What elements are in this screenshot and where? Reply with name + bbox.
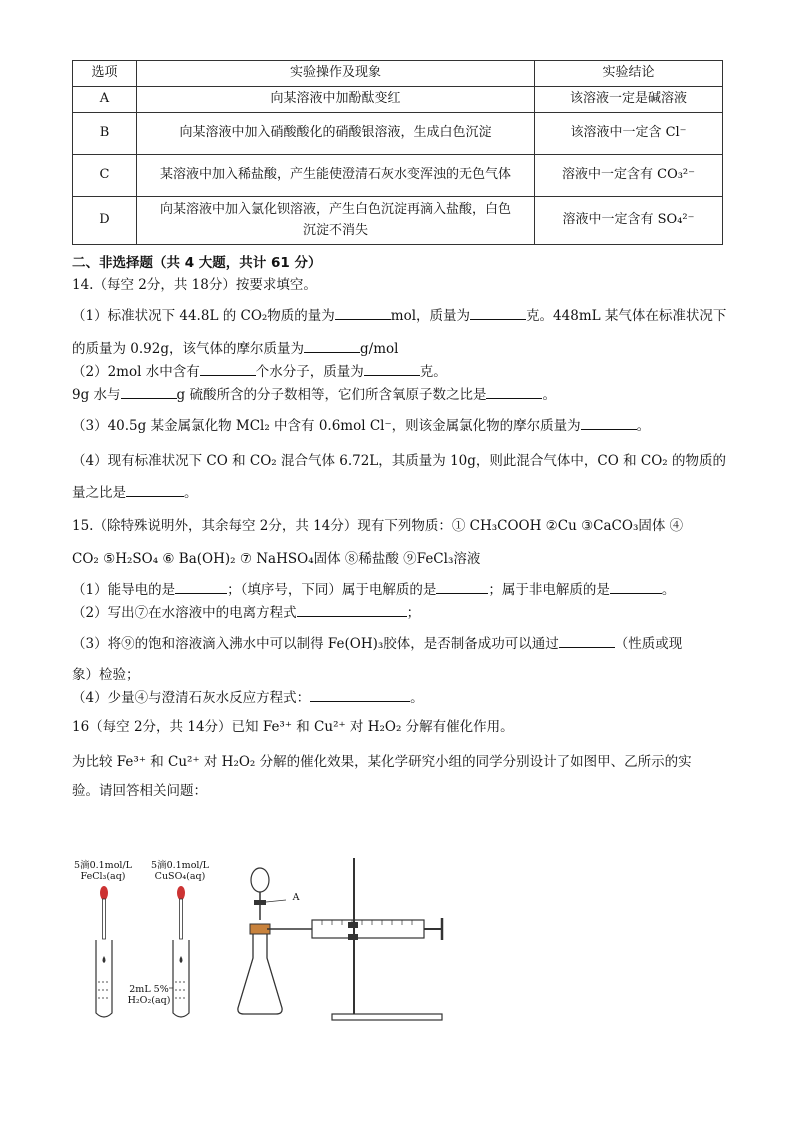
row-conclusion: 该溶液一定是碱溶液 — [535, 87, 723, 113]
q14-text: 。 — [184, 485, 198, 502]
q15-line-3 — [72, 580, 724, 601]
label-fecl3-conc: 5滴0.1mol/L — [74, 860, 132, 871]
q15-text: ；（填序号，下同）属于电解质的是 — [227, 582, 437, 599]
question-13-table — [72, 60, 723, 245]
row-conclusion: 该溶液中一定含 Cl⁻ — [535, 113, 723, 155]
q14-text: g/mol — [360, 340, 399, 357]
q15-text: （3）将⑨的饱和溶液滴入沸水中可以制得 Fe(OH)₃胶体，是否制备成功可以通过 — [72, 636, 559, 653]
q14-text: （1）标准状况下 44.8L 的 CO₂物质的量为 — [72, 307, 335, 324]
answer-blank[interactable] — [610, 581, 662, 594]
separatory-funnel-icon — [251, 868, 286, 920]
q14-head: 14.（每空 2分，共 18分）按要求填空。 — [72, 277, 317, 293]
q15-line-7 — [72, 688, 724, 709]
q14-text: 。 — [636, 417, 651, 434]
row-conclusion: 溶液中一定含有 CO₃²⁻ — [535, 155, 723, 197]
dropper-left-icon — [100, 886, 108, 939]
q14-text: 个水分子，质量为 — [255, 363, 364, 380]
row-operation: 某溶液中加入稀盐酸，产生能使澄清石灰水变浑浊的无色气体 — [137, 155, 535, 197]
q15-text: ； — [406, 605, 421, 622]
answer-blank[interactable] — [310, 689, 410, 702]
row-operation — [137, 197, 535, 245]
row-operation: 向某溶液中加酚酞变红 — [137, 87, 535, 113]
q14-line-5 — [72, 416, 724, 437]
label-fecl3-name: FeCl₃(aq) — [80, 871, 126, 883]
q14-text: 克。448mL 某气体在标准状况下 — [526, 307, 727, 324]
q14-text: g 硫酸所含的分子数相等，它们所含氧原子数之比是 — [176, 386, 487, 403]
q15-text: 。 — [410, 689, 424, 706]
answer-blank[interactable] — [486, 386, 542, 399]
header-conclusion: 实验结论 — [535, 61, 723, 87]
answer-blank[interactable] — [559, 635, 615, 648]
table-header-row — [73, 61, 723, 87]
q14-line-1 — [72, 306, 727, 327]
q14-line-7 — [72, 483, 724, 504]
q14-line-3 — [72, 362, 724, 383]
answer-blank[interactable] — [200, 363, 256, 376]
q14-line-4 — [72, 385, 724, 406]
exam-page — [72, 60, 727, 802]
q14-text: mol，质量为 — [390, 307, 471, 324]
label-cuso4-name: CuSO₄(aq) — [154, 871, 206, 883]
q15-line-1: 15.（除特殊说明外，其余每空 2分，共 14分）现有下列物质：① CH₃COOH ②Cu ③CaCO₃固体 ④ — [72, 518, 684, 535]
q15-line-4 — [72, 603, 724, 624]
label-cuso4-conc: 5滴0.1mol/L — [151, 860, 209, 871]
section-2-title: 二、非选择题（共 4 大题，共计 61 分） — [72, 255, 322, 271]
q14-text: 的质量为 0.92g，该气体的摩尔质量为 — [72, 340, 304, 357]
q14-text: 9g 水与 — [72, 386, 121, 403]
q14-text: （2）2mol 水中含有 — [72, 363, 200, 380]
answer-blank[interactable] — [121, 386, 177, 399]
syringe-icon — [312, 918, 442, 940]
row-option: B — [73, 113, 137, 155]
answer-blank[interactable] — [335, 307, 391, 320]
answer-blank[interactable] — [126, 484, 184, 497]
q15-text: 。 — [661, 582, 676, 599]
row-operation: 向某溶液中加入硝酸酸化的硝酸银溶液，生成白色沉淀 — [137, 113, 535, 155]
q15-text: ；属于非电解质的是 — [488, 582, 610, 599]
iron-stand-icon — [332, 858, 442, 1020]
answer-blank[interactable] — [581, 417, 637, 430]
experiment-figure — [72, 858, 452, 1028]
q15-text: （4）少量④与澄清石灰水反应方程式： — [72, 689, 311, 706]
row-operation-line2: 沉淀不消失 — [302, 222, 368, 238]
row-option: A — [73, 87, 137, 113]
answer-blank[interactable] — [436, 581, 488, 594]
test-tube-left-icon — [96, 940, 112, 1017]
dropper-right-icon — [177, 886, 185, 939]
q15-line-2: CO₂ ⑤H₂SO₄ ⑥ Ba(OH)₂ ⑦ NaHSO₄固体 ⑧稀盐酸 ⑨FeCl₃溶液 — [72, 551, 481, 568]
q16-line-2: 为比较 Fe³⁺ 和 Cu²⁺ 对 H₂O₂ 分解的催化效果，某化学研究小组的同学分别设计了如图甲、乙所示的实 — [72, 753, 692, 770]
answer-blank[interactable] — [304, 340, 360, 353]
q15-text: （1）能导电的是 — [72, 582, 176, 599]
q14-text: 。 — [542, 386, 556, 403]
conical-flask-icon — [238, 934, 282, 1014]
q14-line-2 — [72, 339, 724, 360]
table-row — [73, 155, 723, 197]
q14-text: （3）40.5g 某金属氯化物 MCl₂ 中含有 0.6mol Cl⁻，则该金属氯化物的摩尔质量为 — [72, 417, 581, 434]
q15-line-6: 象）检验； — [72, 666, 140, 683]
test-tube-right-icon — [173, 940, 189, 1017]
q15-line-5 — [72, 634, 724, 655]
answer-blank[interactable] — [364, 363, 420, 376]
label-h2o2-conc: 2mL 5% — [129, 984, 169, 995]
answer-blank[interactable] — [175, 581, 227, 594]
q16-line-1: 16（每空 2分，共 14分）已知 Fe³⁺ 和 Cu²⁺ 对 H₂O₂ 分解有催化作用。 — [72, 718, 514, 735]
label-h2o2-name: H₂O₂(aq) — [127, 995, 171, 1007]
row-operation-line1: 向某溶液中加入氯化钡溶液，产生白色沉淀再滴入盐酸，白色 — [159, 202, 511, 218]
q14-text: 克。 — [419, 363, 447, 380]
header-option: 选项 — [73, 61, 137, 87]
q14-text: 量之比是 — [72, 485, 126, 502]
q16-line-3: 验。请回答相关问题： — [72, 782, 207, 799]
row-option: C — [73, 155, 137, 197]
row-conclusion: 溶液中一定含有 SO₄²⁻ — [535, 197, 723, 245]
apparatus-drawing — [72, 858, 452, 1028]
table-row — [73, 87, 723, 113]
header-operation: 实验操作及现象 — [137, 61, 535, 87]
table-row — [73, 113, 723, 155]
answer-blank[interactable] — [297, 604, 407, 617]
row-option: D — [73, 197, 137, 245]
table-row — [73, 197, 723, 245]
label-a: A — [292, 892, 300, 903]
q15-text: （性质或现 — [614, 636, 683, 653]
q14-line-6: （4）现有标准状况下 CO 和 CO₂ 混合气体 6.72L，其质量为 10g，则此混合气体中，CO 和 CO₂ 的物质的 — [72, 452, 726, 469]
q15-text: （2）写出⑦在水溶液中的电离方程式 — [72, 605, 297, 622]
answer-blank[interactable] — [470, 307, 526, 320]
